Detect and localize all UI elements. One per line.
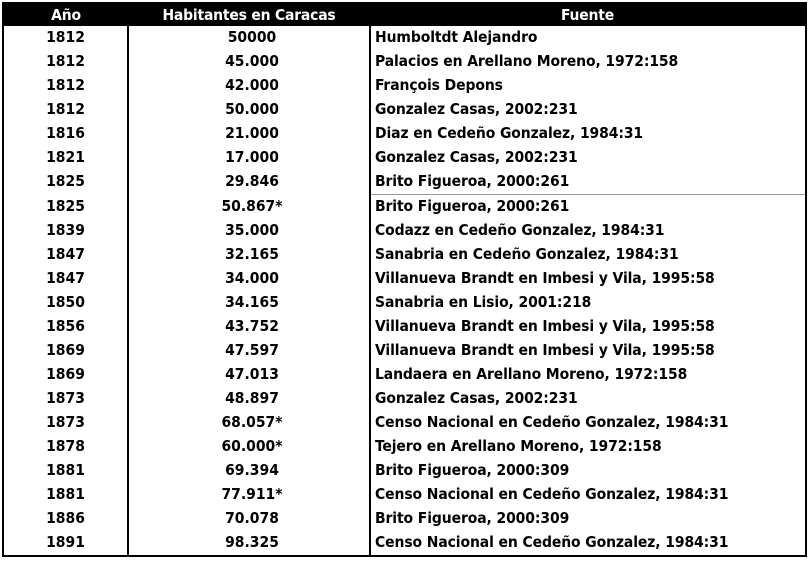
source-cell: François Depons [375, 76, 503, 95]
source-cell: Sanabria en Lisio, 2001:218 [375, 293, 592, 312]
source-cell: Censo Nacional en Cedeño Gonzalez, 1984:31 [375, 484, 729, 503]
year-cell: 1881 [4, 483, 128, 507]
year-cell: 1812 [4, 98, 128, 122]
population-cell: 17.000 [128, 146, 370, 170]
population-cell: 47.013 [128, 363, 370, 387]
table-row [4, 146, 805, 170]
table-header [4, 4, 805, 26]
year-cell: 1891 [4, 531, 128, 555]
year-cell: 1825 [4, 194, 128, 219]
source-cell: Codazz en Cedeño Gonzalez, 1984:31 [375, 221, 665, 240]
table-row [4, 219, 805, 243]
population-cell: 32.165 [128, 243, 370, 267]
population-cell: 45.000 [128, 50, 370, 74]
population-cell: 69.394 [128, 459, 370, 483]
year-cell: 1847 [4, 267, 128, 291]
table-row [4, 243, 805, 267]
year-cell: 1873 [4, 387, 128, 411]
table-row [4, 483, 805, 507]
year-cell: 1825 [4, 170, 128, 195]
population-cell: 50000 [128, 26, 370, 50]
table-row [4, 50, 805, 74]
population-cell: 47.597 [128, 339, 370, 363]
source-cell: Villanueva Brandt en Imbesi y Vila, 1995:58 [375, 341, 715, 360]
population-cell: 21.000 [128, 122, 370, 146]
population-cell: 43.752 [128, 315, 370, 339]
year-cell: 1812 [4, 26, 128, 50]
source-cell: Brito Figueroa, 2000:309 [375, 460, 570, 479]
population-cell: 34.165 [128, 291, 370, 315]
table-row [4, 531, 805, 555]
source-cell: Censo Nacional en Cedeño Gonzalez, 1984:31 [375, 533, 729, 552]
source-cell: Gonzalez Casas, 2002:231 [375, 100, 578, 119]
source-cell: Censo Nacional en Cedeño Gonzalez, 1984:31 [375, 413, 729, 432]
table-row [4, 194, 805, 219]
year-cell: 1869 [4, 363, 128, 387]
year-cell: 1821 [4, 146, 128, 170]
year-cell: 1869 [4, 339, 128, 363]
table-row [4, 435, 805, 459]
year-cell: 1839 [4, 219, 128, 243]
header-row [4, 4, 805, 26]
population-cell: 42.000 [128, 74, 370, 98]
source-cell: Landaera en Arellano Moreno, 1972:158 [375, 365, 688, 384]
table-body [4, 26, 805, 555]
table-row [4, 98, 805, 122]
source-cell: Humboltdt Alejandro [375, 28, 538, 47]
table-row [4, 507, 805, 531]
year-cell: 1878 [4, 435, 128, 459]
year-cell: 1847 [4, 243, 128, 267]
population-cell: 77.911* [128, 483, 370, 507]
header-year: Año [4, 4, 128, 26]
source-cell: Brito Figueroa, 2000:261 [375, 197, 570, 216]
table-row [4, 339, 805, 363]
population-cell: 70.078 [128, 507, 370, 531]
table-row [4, 122, 805, 146]
table-row [4, 26, 805, 50]
source-cell: Villanueva Brandt en Imbesi y Vila, 1995:58 [375, 269, 715, 288]
population-cell: 34.000 [128, 267, 370, 291]
source-cell: Villanueva Brandt en Imbesi y Vila, 1995:58 [375, 317, 715, 336]
population-cell: 60.000* [128, 435, 370, 459]
table-row [4, 315, 805, 339]
year-cell: 1812 [4, 74, 128, 98]
population-table [4, 4, 805, 555]
population-cell: 50.000 [128, 98, 370, 122]
source-cell: Sanabria en Cedeño Gonzalez, 1984:31 [375, 245, 679, 264]
source-cell: Palacios en Arellano Moreno, 1972:158 [375, 52, 679, 71]
population-cell: 48.897 [128, 387, 370, 411]
population-cell: 68.057* [128, 411, 370, 435]
table-row [4, 170, 805, 195]
source-cell: Gonzalez Casas, 2002:231 [375, 148, 578, 167]
source-cell: Tejero en Arellano Moreno, 1972:158 [375, 437, 662, 455]
year-cell: 1850 [4, 291, 128, 315]
population-cell: 35.000 [128, 219, 370, 243]
year-cell: 1812 [4, 50, 128, 74]
year-cell: 1881 [4, 459, 128, 483]
header-population: Habitantes en Caracas [128, 4, 370, 26]
table-row [4, 459, 805, 483]
population-cell: 29.846 [128, 170, 370, 195]
table-row [4, 387, 805, 411]
year-cell: 1816 [4, 122, 128, 146]
source-cell: Brito Figueroa, 2000:309 [375, 508, 570, 527]
header-source: Fuente [370, 4, 805, 26]
table-row [4, 74, 805, 98]
table-row [4, 267, 805, 291]
year-cell: 1886 [4, 507, 128, 531]
population-cell: 50.867* [128, 194, 370, 219]
table-row [4, 363, 805, 387]
source-cell: Diaz en Cedeño Gonzalez, 1984:31 [375, 124, 644, 143]
population-cell: 98.325 [128, 531, 370, 555]
year-cell: 1873 [4, 411, 128, 435]
population-table-frame [2, 2, 807, 557]
table-row [4, 291, 805, 315]
source-cell: Brito Figueroa, 2000:261 [370, 170, 805, 195]
source-cell: Gonzalez Casas, 2002:231 [375, 389, 578, 408]
year-cell: 1856 [4, 315, 128, 339]
table-row [4, 411, 805, 435]
